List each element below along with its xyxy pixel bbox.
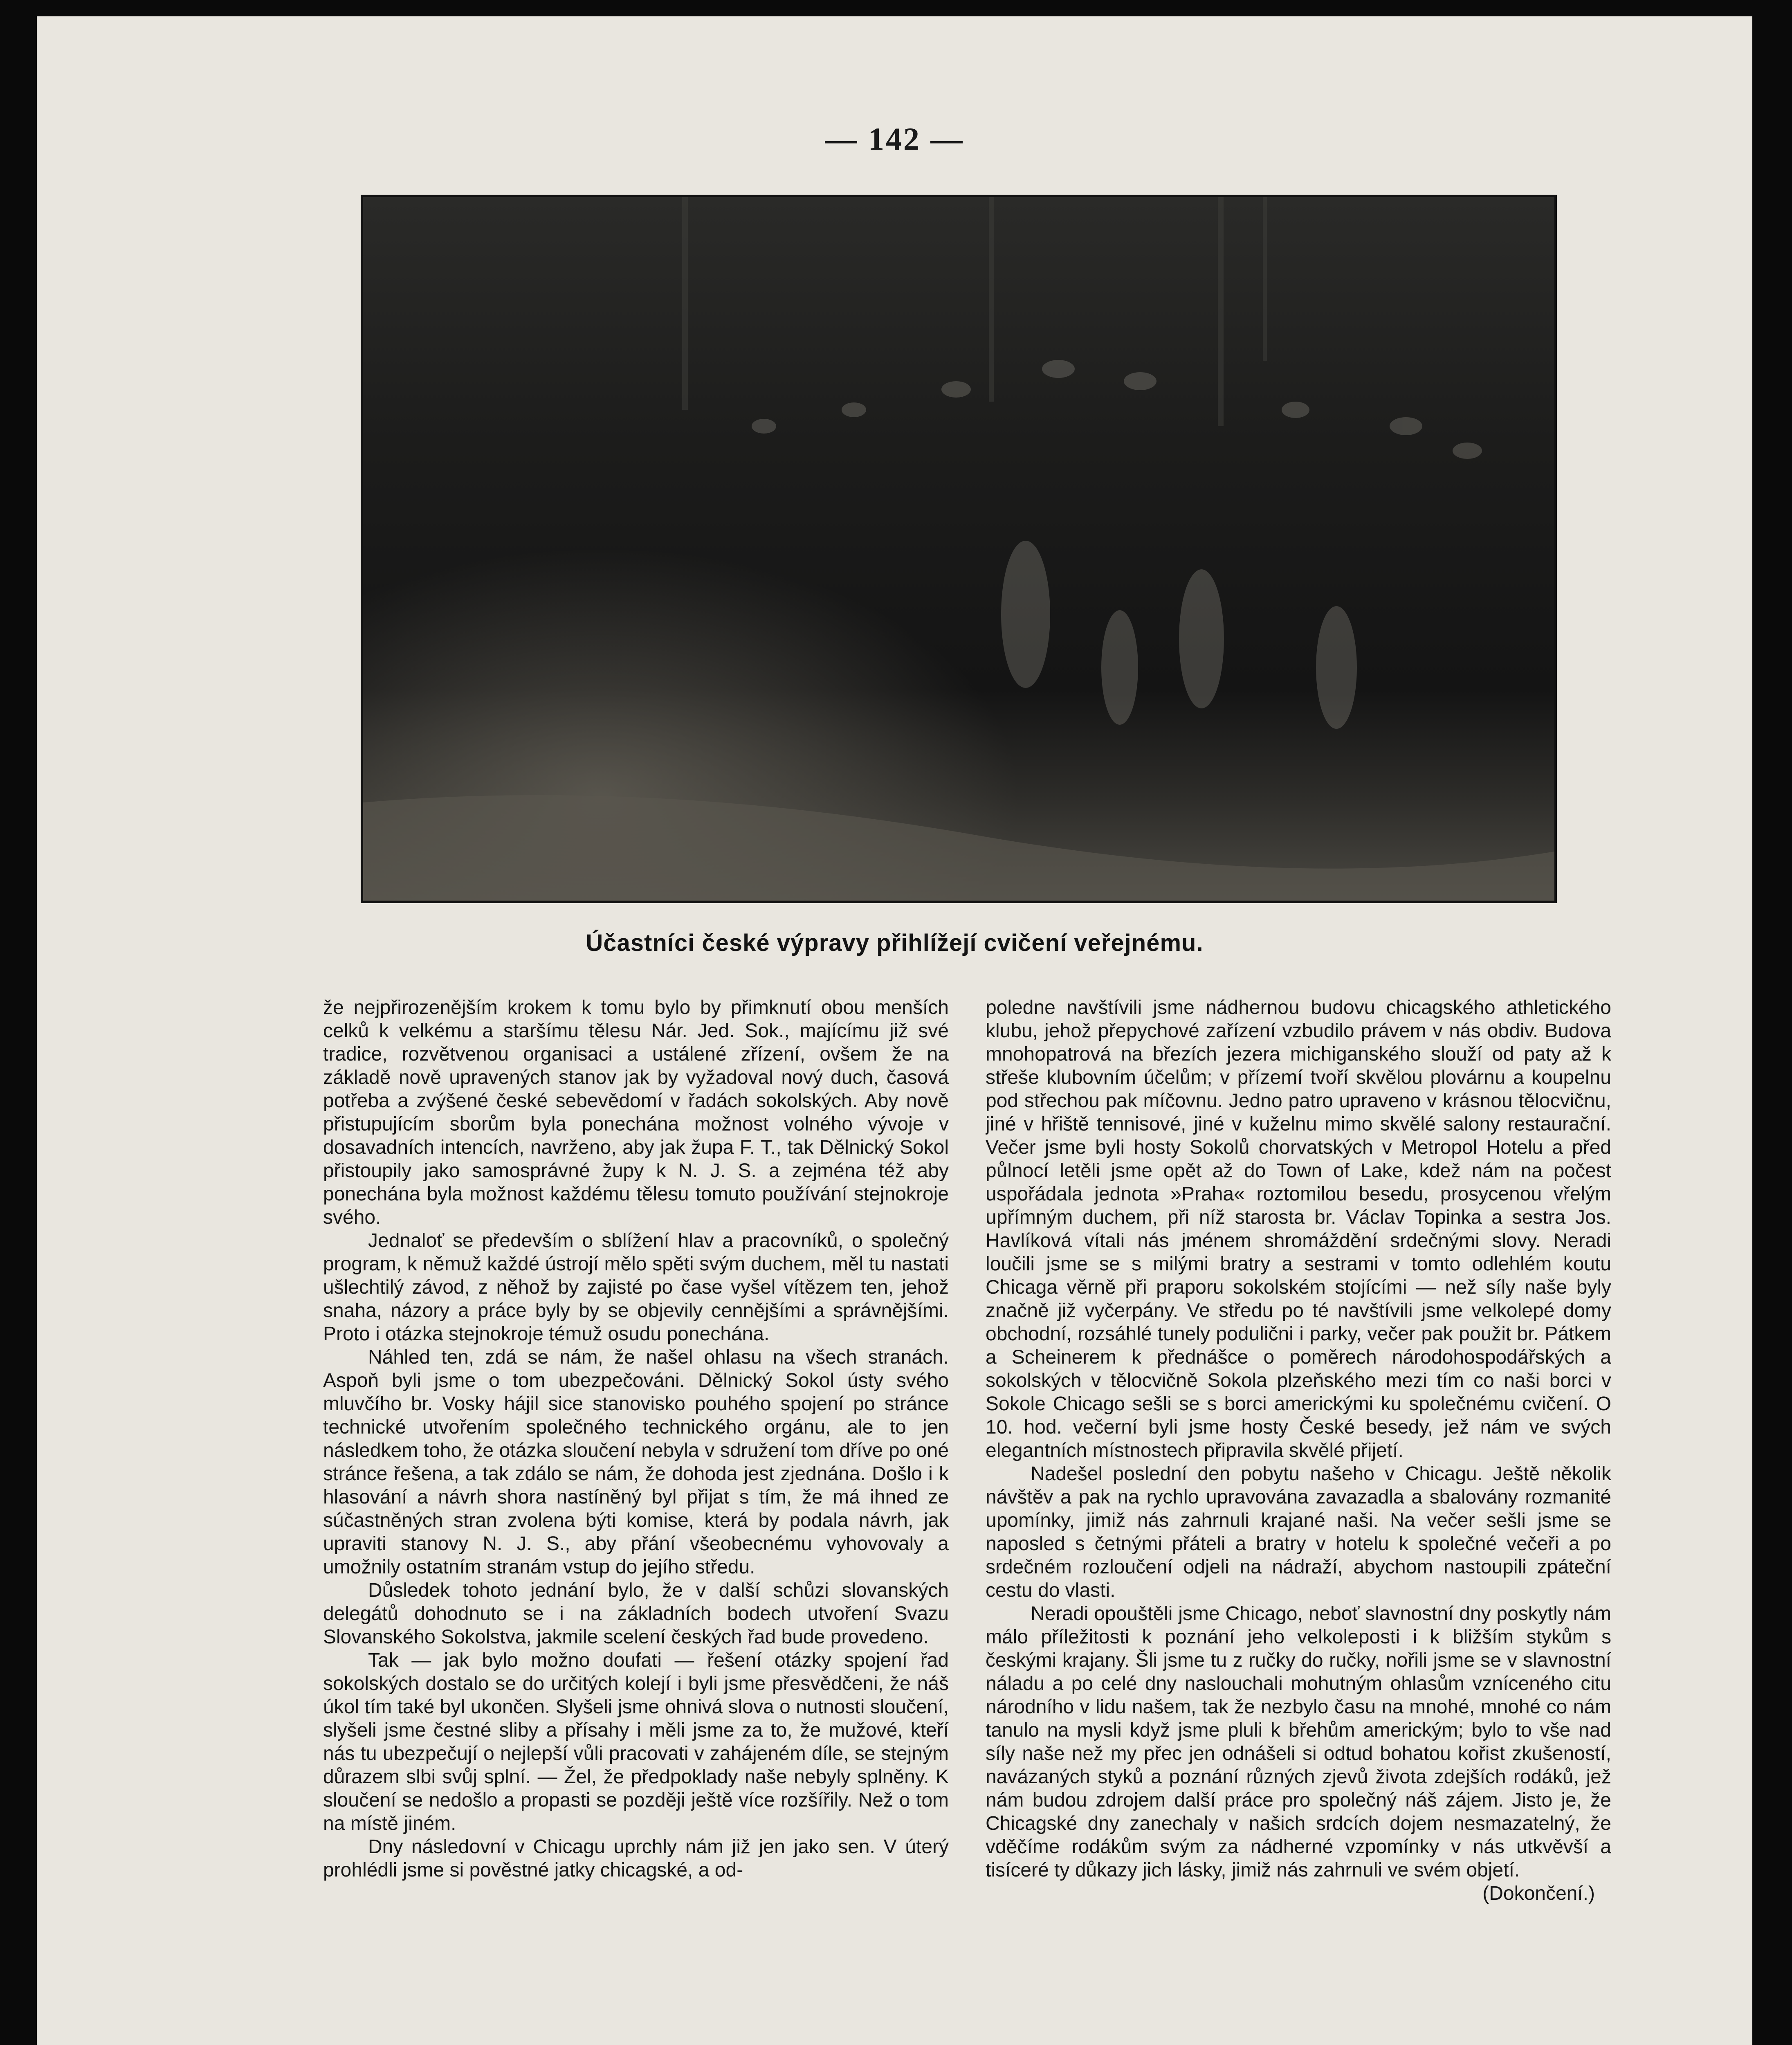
- left-paragraph-2: Jednaloť se především o sblížení hlav a pracovníků, o společný program, k němuž každé ústrojí mělo spěti svým duchem, měl tu nastati ušlechtilý závod, z něhož by zajisté po čase vyšel vítězem ten, jehož snaha, názory a práce byly by se objevily cennějšími a správnějšími. Proto i otázka stejnokroje témuž osudu ponechána.: [323, 1230, 949, 1345]
- left-column: [323, 996, 949, 2045]
- left-paragraph-5: Tak — jak bylo možno doufati — řešení otázky spojení řad sokolských dostalo se do určitých kolejí i byli jsme přesvědčeni, že náš úkol tím také byl ukončen. Slyšeli jsme ohnivá slova o nutnosti sloučení, slyšeli jsme čestné sliby a přísahy i měli jsme za to, že mužové, kteří nás tu ubezpečují o nejlepší vůli pracovati v zahájeném díle, se stejným důrazem slbi svůj splní. — Žel, že předpoklady naše nebyly splněny. K sloučení se nedošlo a propasti se později ještě více rozšířily. Než o tom na místě jiném.: [323, 1649, 949, 1834]
- left-paragraph-4: Důsledek tohoto jednání bylo, že v další schůzi slovanských delegátů dohodnuto se i na základních bodech utvoření Svazu Slovanského Sokolstva, jakmile scelení českých řad bude provedeno.: [323, 1580, 949, 1648]
- photo-image: [363, 197, 1554, 901]
- photo-caption: Účastníci české výpravy přihlížejí cvičení veřejnému.: [586, 930, 1204, 956]
- continuation-note: (Dokončení.): [1482, 1883, 1595, 1904]
- left-paragraph-3: Náhled ten, zdá se nám, že našel ohlasu na všech stranách. Aspoň byli jsme o tom ubezpečováni. Dělnický Sokol ústy svého mluvčího br. Vosky hájil sice stanovisko pouhého spojení po stránce technické utvořením společného technického orgánu, ale to jen následkem toho, že otázka sloučení nebyla v sdružení tom dříve po oné stránce řešena, a tak zdálo se nám, že dohoda jest zjednána. Došlo i k hlasování a návrh shora nastíněný byl přijat s tím, že má ihned ze súčastněných stran zvolena býti komise, která by podala návrh, jak upraviti stanovy N. J. S., aby přání všeobecnému vyhovovaly a umožnily ostatním stranám vstup do jejího středu.: [323, 1346, 949, 1578]
- right-column: [986, 996, 1611, 2045]
- page-number: — 142 —: [825, 121, 964, 157]
- right-paragraph-2: Nadešel poslední den pobytu našeho v Chicagu. Ještě několik návštěv a pak na rychlo upravována zavazadla a sbalovány rozmanité upomínky, jimiž nás zahrnuli krajané naši. Na večer sešli jsme se naposled s četnými přáteli a bratry v hotelu k společné večeři a po srdečném rozloučení odjeli na nádraží, abychom nastoupili zpáteční cestu do vlasti.: [986, 1463, 1611, 1601]
- crowd-photograph: [361, 195, 1557, 903]
- document-page: [37, 16, 1752, 2045]
- right-paragraph-3: Neradi opouštěli jsme Chicago, neboť slavnostní dny poskytly nám málo příležitosti k poznání jeho velkoleposti i k bližším stykům s českými krajany. Šli jsme tu z ručky do ručky, nořili jsme se v slavnostní náladu a po celé dny naslouchali mohutným ohlasům vzníceného citu národního v lidu našem, tak že nezbylo času na mnohé, mnohé co nám tanulo na mysli když jsme pluli k břehům americkým; bylo to vše nad síly naše než my přec jen odnášeli si odtud bohatou kořist zkušeností, navázaných styků a poznání různých zjevů života zdejších rodáků, jež nám budou zdrojem další práce pro společný náš zájem. Jisto je, že Chicagské dny zanechaly v našich srdcích dojem nesmazatelný, že vděčíme rodákům svým za nádherné vzpomínky v nás utkvěvší a tisíceré ty důkazy jich lásky, jimiž nás zahrnuli ve svém objetí.: [986, 1603, 1611, 1881]
- left-paragraph-1: že nejpřirozenějším krokem k tomu bylo by přimknutí obou menších celků k velkému a staršímu tělesu Nár. Jed. Sok., majícímu již své tradice, rozvětvenou organisaci a ustálené zřízení, ovšem že na základě nově upravených stanov jak by vyžadoval nový duch, časová potřeba a zvýšené české sebevědomí v řadách sokolských. Aby nově přistupujícím sborům byla ponechána možnost volného vývoje v dosavadních intencích, navrženo, aby jak župa F. T., tak Dělnický Sokol přistoupily jako samosprávné župy k N. J. S. a zejména též aby ponechána byla možnost každému tělesu tomuto používání stejnokroje svého.: [323, 997, 949, 1228]
- right-paragraph-1: poledne navštívili jsme nádhernou budovu chicagského athletického klubu, jehož přepychové zařízení vzbudilo právem v nás obdiv. Budova mnohopatrová na březích jezera michiganského slouží od paty až k střeše klubovním účelům; v přízemí tvoří skvělou plovárnu a koupelnu pod střechou pak míčovnu. Jedno patro upraveno v krásnou tělocvičnu, jiné v hřiště tennisové, jiné v kuželnu mimo skvělé salony restaurační. Večer jsme byli hosty Sokolů chorvatských v Metropol Hotelu a před půlnocí letěli jsme opět až do Town of Lake, kdež nám na počest uspořádala jednota »Praha« roztomilou besedu, prosycenou vřelým upřímným duchem, při níž starosta br. Václav Topinka a sestra Jos. Havlíková vítali nás jménem shromáždění srdečnými slovy. Neradi loučili jsme se s milými bratry a sestrami v tomto odlehlém koutu Chicaga věrně při praporu sokolském stojícími — než síly naše byly značně již vyčerpány. Ve středu po té navštívili jsme velkolepé domy obchodní, rozsáhlé tunely podulični i parky, večer pak použit br. Pátkem a Scheinerem k přednášce o poměrech národohospodářských a sokolských v tělocvičně Sokola plzeňského mezi tím co naši borci v Sokole Chicago sešli se s borci americkými ku společnému cvičení. O 10. hod. večerní byli jsme hosty České besedy, jež nám ve svých elegantních místnostech připravila skvělé přijetí.: [986, 997, 1611, 1461]
- left-paragraph-6: Dny následovní v Chicagu uprchly nám již jen jako sen. V úterý prohlédli jsme si pověstné jatky chicagské, a od-: [323, 1836, 949, 1881]
